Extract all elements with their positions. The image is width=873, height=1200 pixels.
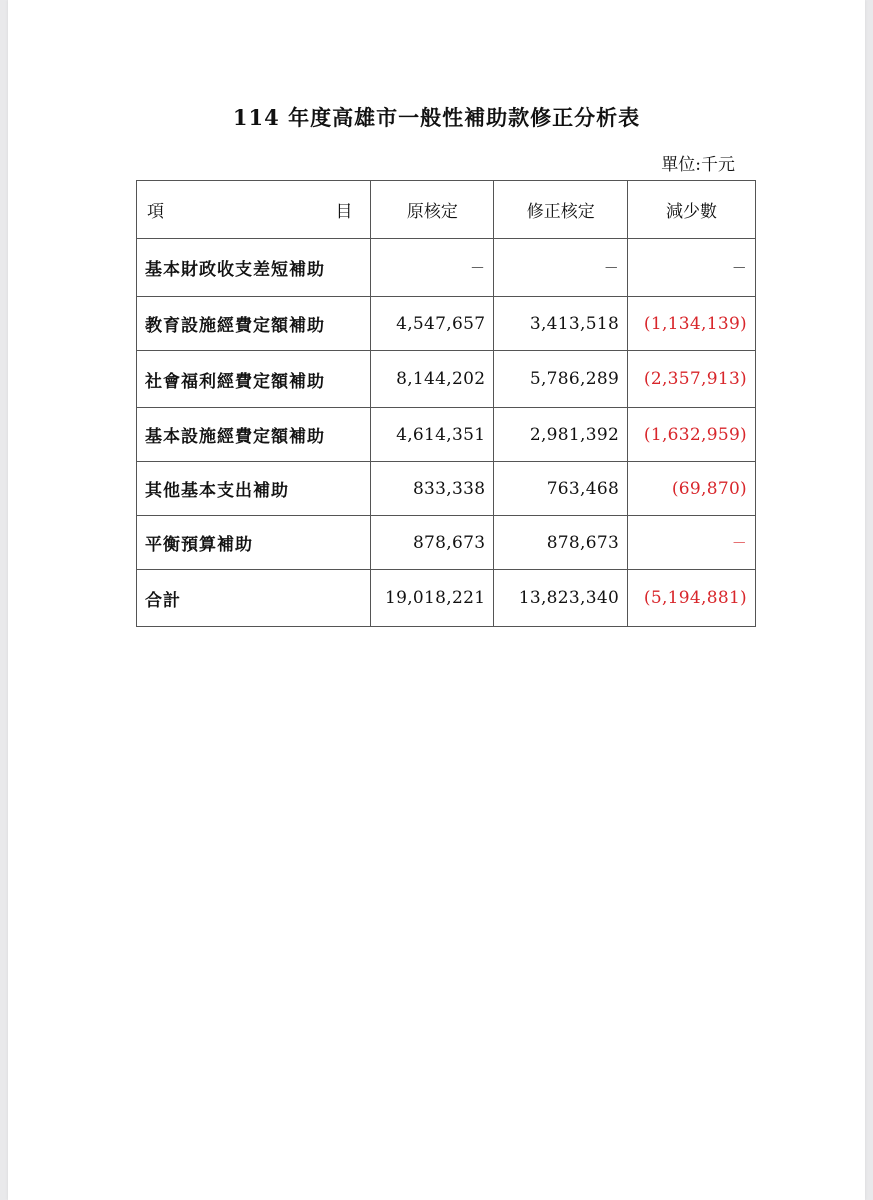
row-decrease: (5,194,881)	[628, 570, 756, 627]
row-original: 8,144,202	[371, 351, 494, 408]
table-row-total	[137, 570, 756, 627]
row-original: 19,018,221	[371, 570, 494, 627]
table-row	[137, 516, 756, 570]
row-revised: 763,468	[494, 462, 628, 516]
row-decrease: －	[628, 516, 756, 570]
table-row	[137, 408, 756, 462]
row-revised: －	[494, 239, 628, 297]
row-original: 833,338	[371, 462, 494, 516]
row-name: 基本財政收支差短補助	[137, 239, 371, 297]
row-original: 878,673	[371, 516, 494, 570]
header-decrease: 減少數	[628, 181, 756, 239]
subsidy-table	[136, 180, 756, 627]
header-item-left: 項	[147, 202, 164, 222]
row-original: 4,547,657	[371, 297, 494, 351]
row-name: 基本設施經費定額補助	[137, 408, 371, 462]
header-original: 原核定	[371, 181, 494, 239]
row-name: 教育設施經費定額補助	[137, 297, 371, 351]
row-name: 其他基本支出補助	[137, 462, 371, 516]
header-revised: 修正核定	[494, 181, 628, 239]
document-title: 114 年度高雄市一般性補助款修正分析表	[232, 105, 641, 130]
row-revised: 5,786,289	[494, 351, 628, 408]
table-row	[137, 462, 756, 516]
row-revised: 3,413,518	[494, 297, 628, 351]
row-decrease: (1,632,959)	[628, 408, 756, 462]
table-header-row	[137, 181, 756, 239]
row-name: 社會福利經費定額補助	[137, 351, 371, 408]
row-revised: 13,823,340	[494, 570, 628, 627]
row-decrease: (1,134,139)	[628, 297, 756, 351]
row-revised: 2,981,392	[494, 408, 628, 462]
row-original: 4,614,351	[371, 408, 494, 462]
table-row	[137, 297, 756, 351]
table-row	[137, 351, 756, 408]
table-row	[137, 239, 756, 297]
row-name: 合計	[137, 570, 371, 627]
row-revised: 878,673	[494, 516, 628, 570]
document-page	[8, 0, 865, 1200]
header-item-right: 目	[335, 202, 353, 222]
unit-label: 單位:千元	[661, 155, 735, 175]
row-original: －	[371, 239, 494, 297]
row-decrease: (69,870)	[628, 462, 756, 516]
row-decrease: (2,357,913)	[628, 351, 756, 408]
row-name: 平衡預算補助	[137, 516, 371, 570]
header-item	[137, 181, 371, 239]
row-decrease: －	[628, 239, 756, 297]
